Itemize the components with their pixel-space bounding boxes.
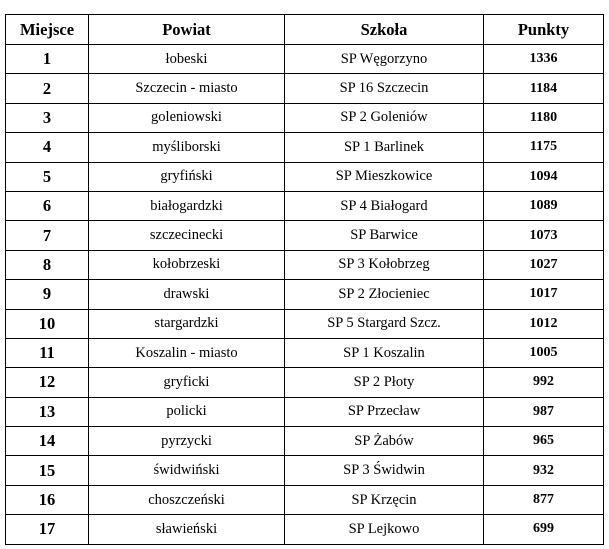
points-cell: 1005: [484, 338, 604, 367]
ranking-table-container: [5, 14, 603, 545]
table-row: [6, 280, 604, 309]
points-cell: 932: [484, 456, 604, 485]
points-cell: 1180: [484, 103, 604, 132]
header-district: Powiat: [89, 15, 285, 45]
school-cell: SP 5 Stargard Szcz.: [285, 309, 484, 338]
school-cell: SP 1 Koszalin: [285, 338, 484, 367]
table-row: [6, 221, 604, 250]
points-cell: 1073: [484, 221, 604, 250]
place-cell: 12: [6, 368, 89, 397]
school-cell: SP 2 Goleniów: [285, 103, 484, 132]
school-cell: SP 3 Kołobrzeg: [285, 250, 484, 279]
place-cell: 8: [6, 250, 89, 279]
school-cell: SP 16 Szczecin: [285, 74, 484, 103]
points-cell: 1012: [484, 309, 604, 338]
school-cell: SP 2 Płoty: [285, 368, 484, 397]
place-cell: 6: [6, 191, 89, 220]
header-school: Szkoła: [285, 15, 484, 45]
points-cell: 1094: [484, 162, 604, 191]
points-cell: 1017: [484, 280, 604, 309]
district-cell: Szczecin - miasto: [89, 74, 285, 103]
table-row: [6, 45, 604, 74]
table-row: [6, 485, 604, 514]
header-row: [6, 15, 604, 45]
place-cell: 1: [6, 45, 89, 74]
school-cell: SP Mieszkowice: [285, 162, 484, 191]
district-cell: drawski: [89, 280, 285, 309]
place-cell: 10: [6, 309, 89, 338]
district-cell: policki: [89, 397, 285, 426]
points-cell: 699: [484, 515, 604, 544]
district-cell: Koszalin - miasto: [89, 338, 285, 367]
school-cell: SP Żabów: [285, 427, 484, 456]
table-row: [6, 456, 604, 485]
district-cell: stargardzki: [89, 309, 285, 338]
place-cell: 4: [6, 133, 89, 162]
school-cell: SP Węgorzyno: [285, 45, 484, 74]
school-cell: SP 4 Białogard: [285, 191, 484, 220]
table-row: [6, 338, 604, 367]
district-cell: łobeski: [89, 45, 285, 74]
place-cell: 7: [6, 221, 89, 250]
district-cell: gryficki: [89, 368, 285, 397]
table-header: [6, 15, 604, 45]
school-cell: SP 1 Barlinek: [285, 133, 484, 162]
district-cell: białogardzki: [89, 191, 285, 220]
school-cell: SP Lejkowo: [285, 515, 484, 544]
district-cell: pyrzycki: [89, 427, 285, 456]
place-cell: 13: [6, 397, 89, 426]
school-cell: SP 3 Świdwin: [285, 456, 484, 485]
table-row: [6, 191, 604, 220]
table-row: [6, 133, 604, 162]
district-cell: szczecinecki: [89, 221, 285, 250]
points-cell: 877: [484, 485, 604, 514]
school-cell: SP Krzęcin: [285, 485, 484, 514]
table-row: [6, 427, 604, 456]
points-cell: 1027: [484, 250, 604, 279]
points-cell: 1089: [484, 191, 604, 220]
place-cell: 16: [6, 485, 89, 514]
table-row: [6, 397, 604, 426]
points-cell: 1175: [484, 133, 604, 162]
district-cell: sławieński: [89, 515, 285, 544]
table-body: [6, 45, 604, 545]
table-row: [6, 309, 604, 338]
points-cell: 965: [484, 427, 604, 456]
table-row: [6, 515, 604, 544]
points-cell: 992: [484, 368, 604, 397]
place-cell: 3: [6, 103, 89, 132]
header-points: Punkty: [484, 15, 604, 45]
district-cell: goleniowski: [89, 103, 285, 132]
place-cell: 5: [6, 162, 89, 191]
district-cell: świdwiński: [89, 456, 285, 485]
district-cell: myśliborski: [89, 133, 285, 162]
place-cell: 17: [6, 515, 89, 544]
table-row: [6, 368, 604, 397]
table-row: [6, 250, 604, 279]
table-row: [6, 103, 604, 132]
school-cell: SP Przecław: [285, 397, 484, 426]
district-cell: gryfiński: [89, 162, 285, 191]
place-cell: 15: [6, 456, 89, 485]
place-cell: 11: [6, 338, 89, 367]
place-cell: 9: [6, 280, 89, 309]
district-cell: choszczeński: [89, 485, 285, 514]
place-cell: 14: [6, 427, 89, 456]
school-cell: SP 2 Złocieniec: [285, 280, 484, 309]
header-place: Miejsce: [6, 15, 89, 45]
school-cell: SP Barwice: [285, 221, 484, 250]
place-cell: 2: [6, 74, 89, 103]
table-row: [6, 74, 604, 103]
ranking-table: [5, 14, 604, 545]
points-cell: 1184: [484, 74, 604, 103]
table-row: [6, 162, 604, 191]
points-cell: 987: [484, 397, 604, 426]
district-cell: kołobrzeski: [89, 250, 285, 279]
points-cell: 1336: [484, 45, 604, 74]
